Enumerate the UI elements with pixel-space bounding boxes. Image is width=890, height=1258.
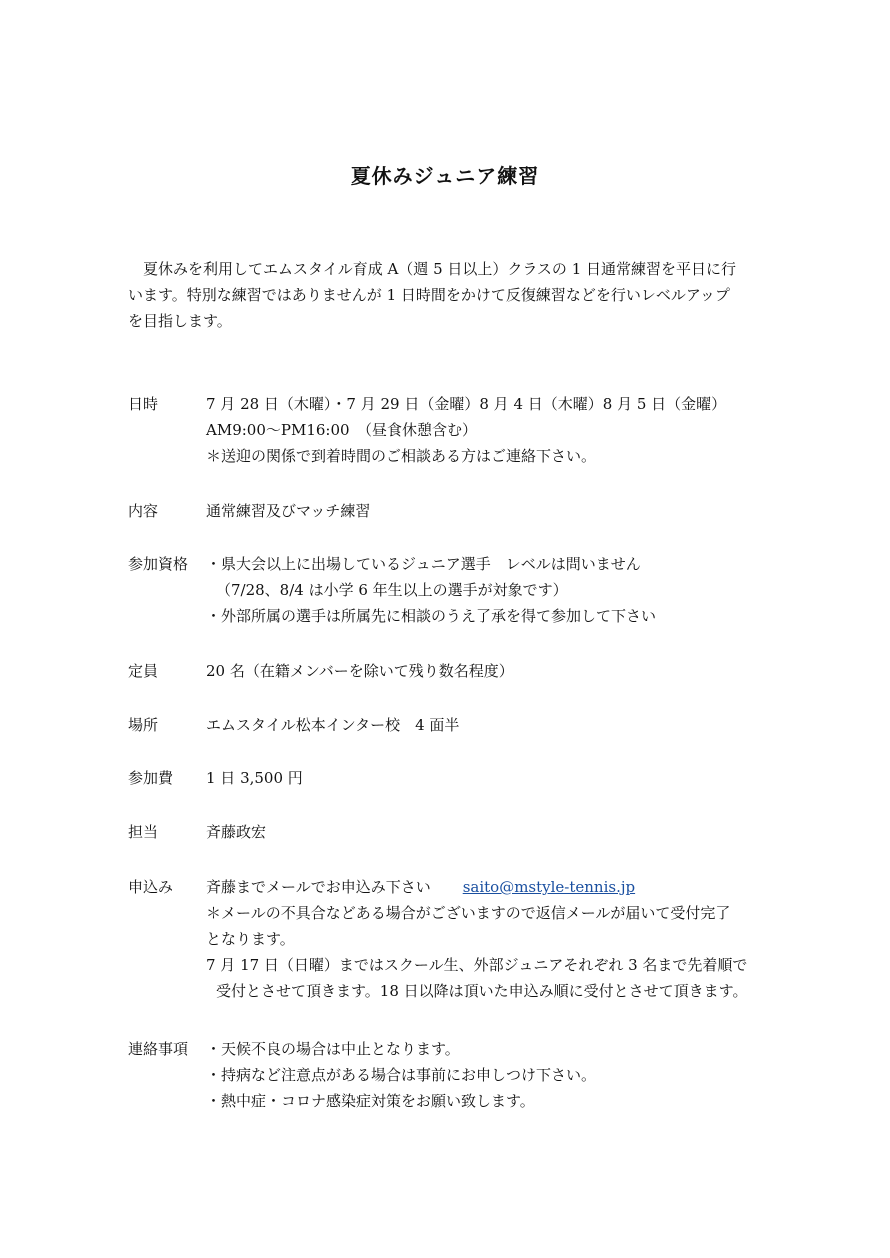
- location-text: エムスタイル松本インター校 4 面半: [206, 716, 460, 734]
- apply-line: ＊メールの不具合などある場合がございますので返信メールが届いて受付完了: [206, 904, 731, 922]
- eligibility-label: 参加資格: [128, 555, 189, 573]
- apply-label: 申込み: [128, 878, 174, 896]
- fee-label: 参加費: [128, 769, 174, 787]
- capacity-text: 20 名（在籍メンバーを除いて残り数名程度）: [206, 662, 514, 680]
- apply-body: [206, 874, 786, 1004]
- schedule-dates: 7 月 28 日（木曜）・7 月 29 日（金曜）8 月 4 日（木曜）8 月 5 日（金曜）: [206, 395, 727, 413]
- intro-line: を目指します。: [128, 312, 232, 330]
- fee-text: 1 日 3,500 円: [206, 769, 303, 787]
- notes-item: ・天候不良の場合は中止となります。: [206, 1040, 460, 1058]
- intro-line: います。特別な練習ではありませんが 1 日時間をかけて反復練習などを行いレベルアップ: [128, 286, 730, 304]
- schedule-note: ＊送迎の関係で到着時間のご相談ある方はご連絡下さい。: [206, 447, 597, 465]
- schedule-time: AM9:00～PM16:00 （昼食休憩含む）: [206, 421, 478, 439]
- apply-line: となります。: [206, 930, 295, 948]
- capacity-label: 定員: [128, 662, 159, 680]
- staff-label: 担当: [128, 823, 159, 841]
- schedule-body: [206, 391, 786, 469]
- intro-paragraph: [128, 256, 768, 334]
- intro-line: 夏休みを利用してエムスタイル育成 A（週 5 日以上）クラスの 1 日通常練習を平日に行: [143, 260, 737, 278]
- apply-line: 7 月 17 日（日曜）まではスクール生、外部ジュニアそれぞれ 3 名まで先着順で: [206, 956, 748, 974]
- eligibility-line: ・外部所属の選手は所属先に相談のうえ了承を得て参加して下さい: [206, 607, 657, 625]
- content-text: 通常練習及びマッチ練習: [206, 502, 371, 520]
- eligibility-body: [206, 551, 786, 629]
- schedule-label: 日時: [128, 395, 159, 413]
- content-label: 内容: [128, 502, 159, 520]
- notes-body: [206, 1036, 786, 1114]
- notes-item: ・熱中症・コロナ感染症対策をお願い致します。: [206, 1092, 535, 1110]
- apply-instruction: 斉藤までメールでお申込み下さい: [206, 878, 431, 896]
- staff-text: 斉藤政宏: [206, 823, 267, 841]
- email-link[interactable]: saito@mstyle-tennis.jp: [462, 878, 636, 896]
- notes-item: ・持病など注意点がある場合は事前にお申しつけ下さい。: [206, 1066, 597, 1084]
- apply-line: [206, 874, 786, 900]
- location-label: 場所: [128, 716, 159, 734]
- eligibility-line: （7/28、8/4 は小学 6 年生以上の選手が対象です）: [216, 581, 568, 599]
- page-title: 夏休みジュニア練習: [350, 164, 540, 188]
- eligibility-line: ・県大会以上に出場しているジュニア選手 レベルは問いません: [206, 555, 641, 573]
- apply-line: 受付とさせて頂きます。18 日以降は頂いた申込み順に受付とさせて頂きます。: [216, 982, 748, 1000]
- notes-label: 連絡事項: [128, 1040, 189, 1058]
